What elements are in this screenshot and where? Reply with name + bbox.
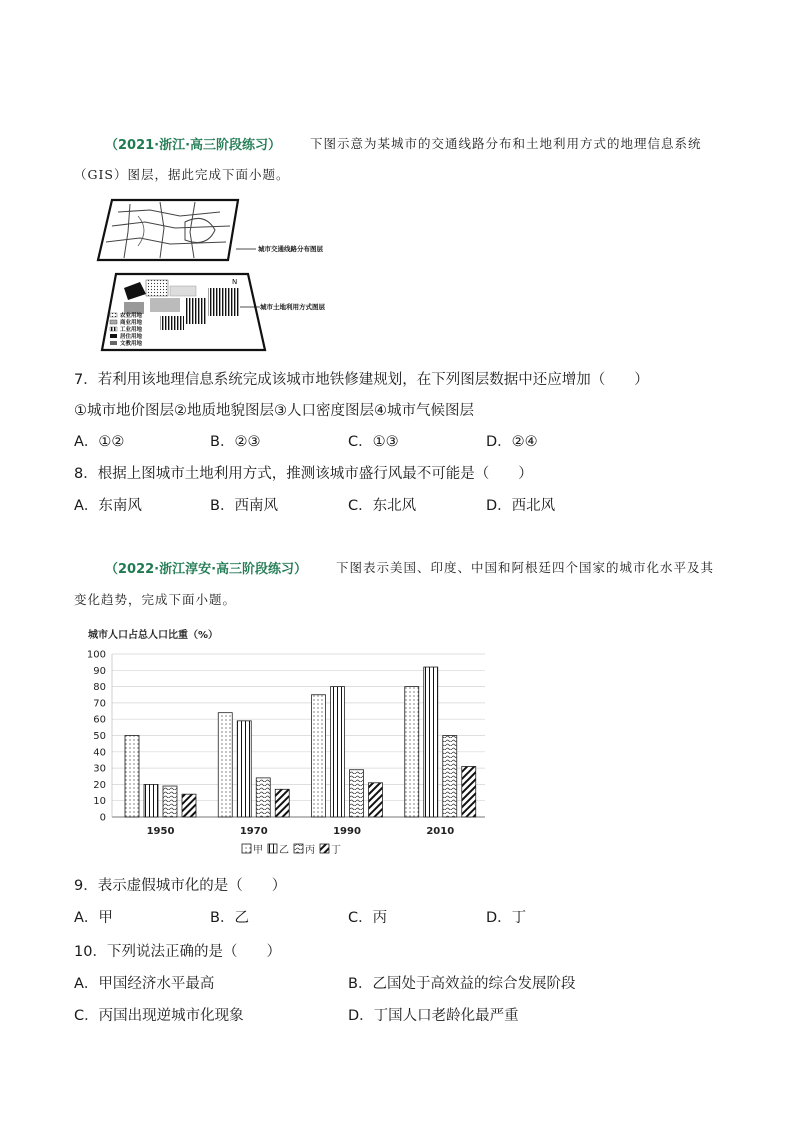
y-tick-label: 100 [86,649,106,661]
legend-swatch [294,844,303,853]
bar-乙-1970 [237,721,251,817]
y-tick-label: 80 [93,682,106,694]
y-axis-title: 城市人口占总人口比重（%） [88,630,219,641]
legend-education: 文教用地 [120,341,143,347]
x-tick-label: 2010 [426,826,455,837]
y-tick-label: 70 [93,698,106,710]
q9-option-b[interactable]: B．乙 [210,910,249,926]
source-tag-2022: （2022·浙江淳安·高三阶段练习） [105,562,308,577]
legend-label: 乙 [279,845,289,856]
intro2-line-1: 下图表示美国、印度、中国和阿根廷四个国家的城市化水平及其 [336,560,715,575]
bar-甲-1970 [218,713,232,817]
q9-option-c[interactable]: C．丙 [348,910,388,926]
x-tick-label: 1970 [239,826,268,837]
urbanization-bar-chart [80,622,500,862]
y-tick-label: 0 [99,812,106,824]
q8-option-a[interactable]: A．东南风 [74,498,142,514]
y-tick-label: 40 [93,747,106,759]
y-tick-label: 50 [93,731,106,742]
legend-agri: 农业用地 [120,313,143,319]
landuse-layer-label: 城市土地利用方式图层 [260,303,325,311]
traffic-layer-label: 城市交通线路分布图层 [258,245,323,253]
q7-option-c[interactable]: C．①③ [348,434,399,450]
legend-swatch [268,844,277,853]
legend-label: 甲 [253,845,263,856]
q10-option-a[interactable]: A．甲国经济水平最高 [74,976,215,992]
bar-乙-1950 [144,784,158,817]
bar-乙-2010 [424,667,438,817]
y-tick-label: 10 [93,796,106,808]
y-tick-label: 30 [93,763,106,775]
q7-option-a[interactable]: A．①② [74,434,125,450]
x-tick-label: 1990 [333,826,361,837]
q7-items: ①城市地价图层②地质地貌图层③人口密度图层④城市气候图层 [74,403,474,419]
q7-stem: 7．若利用该地理信息系统完成该城市地铁修建规划，在下列图层数据中还应增加（ ） [74,372,649,388]
q8-option-c[interactable]: C．东北风 [348,498,417,514]
q10-option-d[interactable]: D．丁国人口老龄化最严重 [348,1008,519,1024]
legend-commercial: 商业用地 [120,320,143,326]
y-tick-label: 90 [93,665,106,677]
legend-residential: 居住用地 [120,334,143,340]
gis-layers-figure [90,192,325,357]
bar-丙-1950 [163,786,177,817]
source-tag-2021: （2021·浙江·高三阶段练习） [105,138,282,153]
landuse-layer [102,274,265,350]
bar-丁-1990 [369,783,383,817]
bar-甲-2010 [405,687,419,817]
y-tick-label: 20 [93,779,106,791]
q8-option-d[interactable]: D．西北风 [486,498,556,514]
bar-丁-1950 [182,794,196,817]
q10-stem: 10．下列说法正确的是（ ） [74,944,281,960]
bar-甲-1990 [312,695,326,817]
bar-丁-1970 [275,789,289,817]
q9-stem: 9．表示虚假城市化的是（ ） [74,878,287,894]
q8-stem: 8．根据上图城市土地利用方式，推测该城市盛行风最不可能是（ ） [74,466,533,482]
y-tick-label: 60 [93,714,106,726]
legend-label: 丁 [331,845,341,856]
q7-option-b[interactable]: B．②③ [210,434,261,450]
legend-swatch [320,844,329,853]
x-tick-label: 1950 [146,826,175,837]
q8-option-b[interactable]: B．西南风 [210,498,278,514]
north-arrow-icon: N [232,278,238,286]
bar-丙-1970 [256,778,270,817]
bar-丙-1990 [350,770,364,817]
q9-option-d[interactable]: D．丁 [486,910,527,926]
q10-option-c[interactable]: C．丙国出现逆城市化现象 [74,1008,244,1024]
bar-丙-2010 [443,736,457,818]
legend-label: 丙 [305,845,315,856]
legend-swatch [242,844,251,853]
q7-option-d[interactable]: D．②④ [486,434,538,450]
traffic-layer [98,200,238,260]
intro2-line-2: 变化趋势，完成下面小题。 [74,592,237,607]
intro-line-2: （GIS）图层，据此完成下面小题。 [74,167,290,182]
legend-industrial: 工业用地 [120,327,143,333]
bar-乙-1990 [331,687,345,817]
q10-option-b[interactable]: B．乙国处于高效益的综合发展阶段 [348,976,576,992]
bar-丁-2010 [462,766,476,817]
intro-line-1: 下图示意为某城市的交通线路分布和土地利用方式的地理信息系统 [310,136,702,151]
bar-甲-1950 [125,736,139,818]
q9-option-a[interactable]: A．甲 [74,910,113,926]
